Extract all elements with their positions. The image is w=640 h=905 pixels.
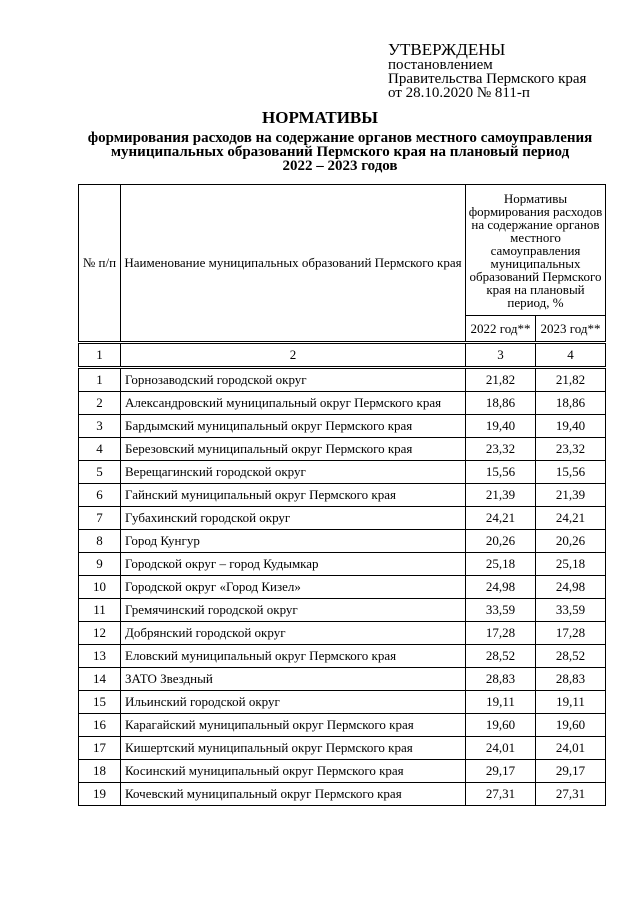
document-title: НОРМАТИВЫ: [262, 108, 378, 127]
norm-2023: 24,01: [536, 737, 606, 760]
row-number: 9: [79, 553, 121, 576]
norm-2022: 24,01: [466, 737, 536, 760]
norm-2022: 24,21: [466, 507, 536, 530]
row-number: 6: [79, 484, 121, 507]
municipality-name: Горнозаводский городской округ: [121, 368, 466, 392]
table-row: [79, 415, 606, 438]
norm-2023: 28,83: [536, 668, 606, 691]
header-number: № п/п: [79, 185, 121, 343]
norm-2023: 27,31: [536, 783, 606, 806]
column-index: 4: [536, 343, 606, 368]
norm-2023: 24,98: [536, 576, 606, 599]
norm-2023: 17,28: [536, 622, 606, 645]
approval-line-government: Правительства Пермского края: [388, 71, 587, 87]
norm-2023: 23,32: [536, 438, 606, 461]
row-number: 17: [79, 737, 121, 760]
row-number: 4: [79, 438, 121, 461]
norm-2023: 18,86: [536, 392, 606, 415]
header-name: Наименование муниципальных образований Пермского края: [121, 185, 466, 343]
municipality-name: Ильинский городской округ: [121, 691, 466, 714]
municipality-name: Александровский муниципальный округ Пермского края: [121, 392, 466, 415]
approval-block: [388, 42, 586, 100]
municipality-name: Березовский муниципальный округ Пермского края: [121, 438, 466, 461]
norm-2022: 24,98: [466, 576, 536, 599]
norm-2022: 28,52: [466, 645, 536, 668]
norm-2023: 21,82: [536, 368, 606, 392]
subtitle-line-2: муниципальных образований Пермского края на плановый период: [110, 144, 570, 160]
municipality-name: Карагайский муниципальный округ Пермского края: [121, 714, 466, 737]
norm-2023: 21,39: [536, 484, 606, 507]
subtitle-line-3: 2022 – 2023 годов: [282, 158, 398, 174]
table-row: [79, 438, 606, 461]
norm-2022: 25,18: [466, 553, 536, 576]
municipality-name: Верещагинский городской округ: [121, 461, 466, 484]
municipality-name: Городской округ – город Кудымкар: [121, 553, 466, 576]
row-number: 8: [79, 530, 121, 553]
row-number: 19: [79, 783, 121, 806]
document-subtitle: [60, 131, 620, 173]
header-year-2023: 2023 год**: [536, 316, 606, 343]
municipality-name: Косинский муниципальный округ Пермского края: [121, 760, 466, 783]
norm-2023: 15,56: [536, 461, 606, 484]
table-row: [79, 714, 606, 737]
row-number: 14: [79, 668, 121, 691]
table-row: [79, 576, 606, 599]
column-index: 2: [121, 343, 466, 368]
norm-2023: 33,59: [536, 599, 606, 622]
subtitle-line-1: формирования расходов на содержание органов местного самоуправления: [87, 130, 593, 146]
approval-title: УТВЕРЖДЕНЫ: [388, 40, 506, 59]
municipality-name: Гайнский муниципальный округ Пермского края: [121, 484, 466, 507]
norm-2022: 19,11: [466, 691, 536, 714]
table-row: [79, 599, 606, 622]
municipality-name: Бардымский муниципальный округ Пермского края: [121, 415, 466, 438]
header-norms: Нормативы формирования расходов на содержание органов местного самоуправления муниципальных образований Пермского края на плановый период, %: [466, 185, 606, 316]
norm-2023: 19,11: [536, 691, 606, 714]
table-row: [79, 783, 606, 806]
table-row: [79, 691, 606, 714]
municipality-name: Губахинский городской округ: [121, 507, 466, 530]
norm-2023: 28,52: [536, 645, 606, 668]
approval-line-date: от 28.10.2020 № 811-п: [388, 85, 530, 101]
row-number: 3: [79, 415, 121, 438]
municipality-name: Добрянский городской округ: [121, 622, 466, 645]
header-year-2022: 2022 год**: [466, 316, 536, 343]
row-number: 10: [79, 576, 121, 599]
norm-2022: 33,59: [466, 599, 536, 622]
row-number: 16: [79, 714, 121, 737]
row-number: 13: [79, 645, 121, 668]
norm-2022: 17,28: [466, 622, 536, 645]
table-row: [79, 668, 606, 691]
norm-2023: 19,40: [536, 415, 606, 438]
table-row: [79, 507, 606, 530]
table-row: [79, 760, 606, 783]
table-row: [79, 622, 606, 645]
table-row: [79, 737, 606, 760]
municipality-name: Кочевский муниципальный округ Пермского края: [121, 783, 466, 806]
norm-2023: 20,26: [536, 530, 606, 553]
municipality-name: Гремячинский городской округ: [121, 599, 466, 622]
municipality-name: Кишертский муниципальный округ Пермского края: [121, 737, 466, 760]
norm-2022: 18,86: [466, 392, 536, 415]
norm-2022: 27,31: [466, 783, 536, 806]
row-number: 12: [79, 622, 121, 645]
norm-2023: 29,17: [536, 760, 606, 783]
table-row: [79, 484, 606, 507]
row-number: 15: [79, 691, 121, 714]
table-header-row: [79, 185, 606, 316]
norm-2023: 25,18: [536, 553, 606, 576]
column-index: 3: [466, 343, 536, 368]
norm-2022: 29,17: [466, 760, 536, 783]
norm-2022: 19,40: [466, 415, 536, 438]
norm-2022: 21,39: [466, 484, 536, 507]
norm-2023: 24,21: [536, 507, 606, 530]
norm-2023: 19,60: [536, 714, 606, 737]
municipality-name: ЗАТО Звездный: [121, 668, 466, 691]
table-row: [79, 461, 606, 484]
municipality-name: Еловский муниципальный округ Пермского края: [121, 645, 466, 668]
table-row: [79, 392, 606, 415]
row-number: 2: [79, 392, 121, 415]
column-index: 1: [79, 343, 121, 368]
municipality-name: Город Кунгур: [121, 530, 466, 553]
municipality-name: Городской округ «Город Кизел»: [121, 576, 466, 599]
approval-line-decree: постановлением: [388, 57, 493, 73]
table-row: [79, 553, 606, 576]
row-number: 1: [79, 368, 121, 392]
norms-table: [78, 184, 606, 806]
row-number: 5: [79, 461, 121, 484]
norm-2022: 19,60: [466, 714, 536, 737]
norm-2022: 15,56: [466, 461, 536, 484]
table-row: [79, 645, 606, 668]
norm-2022: 23,32: [466, 438, 536, 461]
table-row: [79, 530, 606, 553]
norm-2022: 20,26: [466, 530, 536, 553]
table-row: [79, 368, 606, 392]
row-number: 18: [79, 760, 121, 783]
column-index-row: [79, 343, 606, 368]
row-number: 11: [79, 599, 121, 622]
row-number: 7: [79, 507, 121, 530]
norm-2022: 28,83: [466, 668, 536, 691]
norm-2022: 21,82: [466, 368, 536, 392]
